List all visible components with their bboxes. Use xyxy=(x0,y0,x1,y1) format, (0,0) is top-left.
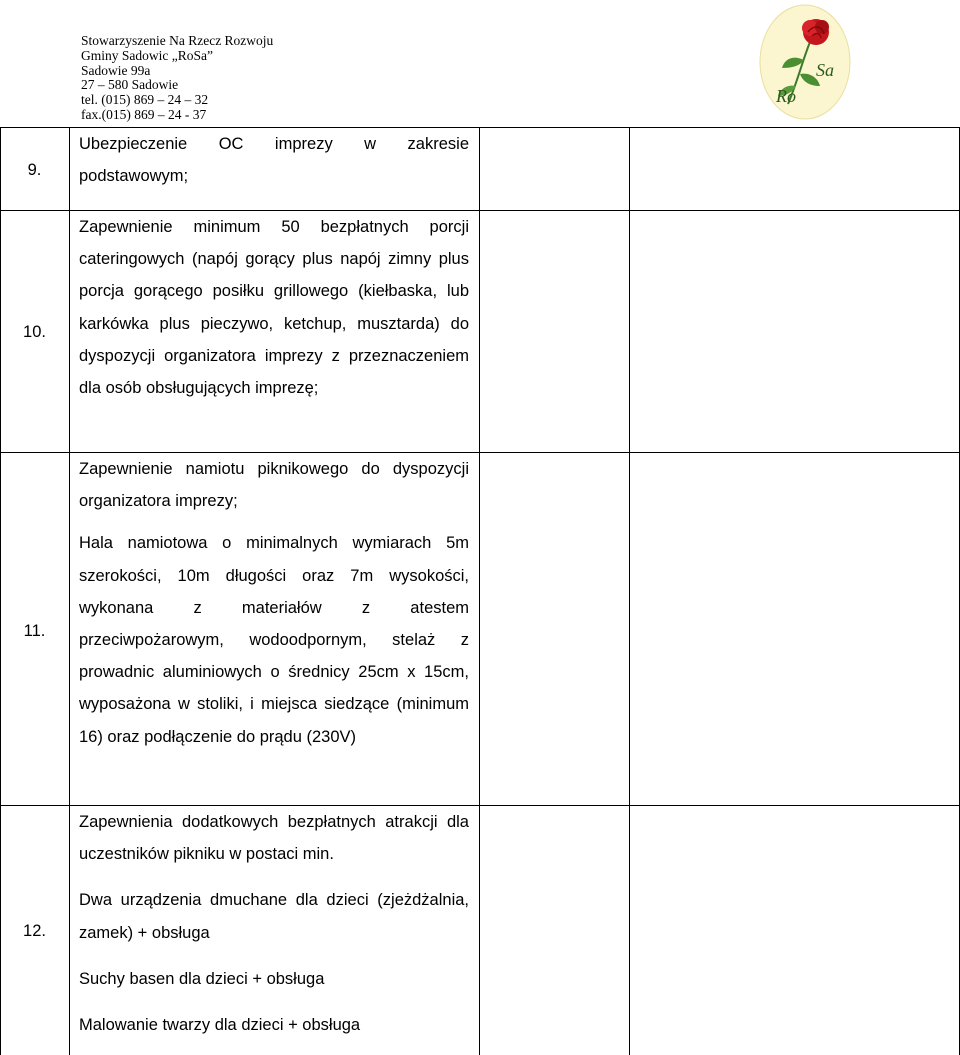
rose-logo-icon xyxy=(758,2,852,122)
organization-address xyxy=(81,34,273,123)
row-paragraph: Hala namiotowa o minimalnych wymiarach 5m szerokości, 10m długości oraz 7m wysokości, wykonana z materiałów z atestem przeciwpożarowym, wodoodpornym, stelaż z prowadnic aluminiowych o średnicy 25cm x 15cm, wyposażona w stoliki, i miejsca siedzące (minimum 16) oraz podłączenie do prądu (230V) xyxy=(79,534,469,746)
row-paragraph: Ubezpieczenie OC imprezy w zakresie podstawowym; xyxy=(79,135,469,186)
row-paragraph: Suchy basen dla dzieci + obsługa xyxy=(79,969,325,988)
org-fax-line: fax.(015) 869 – 24 - 37 xyxy=(81,106,207,122)
org-postal-line: 27 – 580 Sadowie xyxy=(81,77,179,93)
row-paragraph: Malowanie twarzy dla dzieci + obsługa xyxy=(79,1016,361,1035)
row-number: 11. xyxy=(23,622,46,640)
column-divider xyxy=(629,127,630,1055)
row-description xyxy=(79,806,469,1041)
logo-text-ro: Ro xyxy=(776,86,796,106)
row-number: 12. xyxy=(23,922,46,940)
org-name-line: Gminy Sadowic „RoSa” xyxy=(81,47,213,63)
row-number: 9. xyxy=(27,161,42,179)
row-paragraph: Zapewnienie minimum 50 bezpłatnych porcji cateringowych (napój gorący plus napój zimny plus porcja gorącego posiłku grillowego (kiełbaska, lub karkówka plus pieczywo, ketchup, musztarda) do dyspozycji organizatora imprezy z przeznaczeniem dla osób obsługujących imprezę; xyxy=(79,218,469,398)
org-phone-line: tel. (015) 869 – 24 – 32 xyxy=(81,92,209,108)
table-left-border xyxy=(0,127,1,1055)
row-description xyxy=(79,453,469,753)
row-description xyxy=(79,211,469,404)
column-divider xyxy=(479,127,480,1055)
row-paragraph: Dwa urządzenia dmuchane dla dzieci (zjeżdżalnia, zamek) + obsługa xyxy=(79,891,469,942)
org-address-line: Sadowie 99a xyxy=(81,62,151,78)
logo-text-sa: Sa xyxy=(816,60,834,80)
row-paragraph: Zapewnienie namiotu piknikowego do dyspozycji organizatora imprezy; xyxy=(79,460,469,511)
row-number: 10. xyxy=(23,323,46,341)
row-description xyxy=(79,128,469,192)
row-paragraph: Zapewnienia dodatkowych bezpłatnych atrakcji dla uczestników pikniku w postaci min. xyxy=(79,813,469,864)
org-name-line: Stowarzyszenie Na Rzecz Rozwoju xyxy=(81,33,274,48)
column-divider xyxy=(69,127,70,1055)
